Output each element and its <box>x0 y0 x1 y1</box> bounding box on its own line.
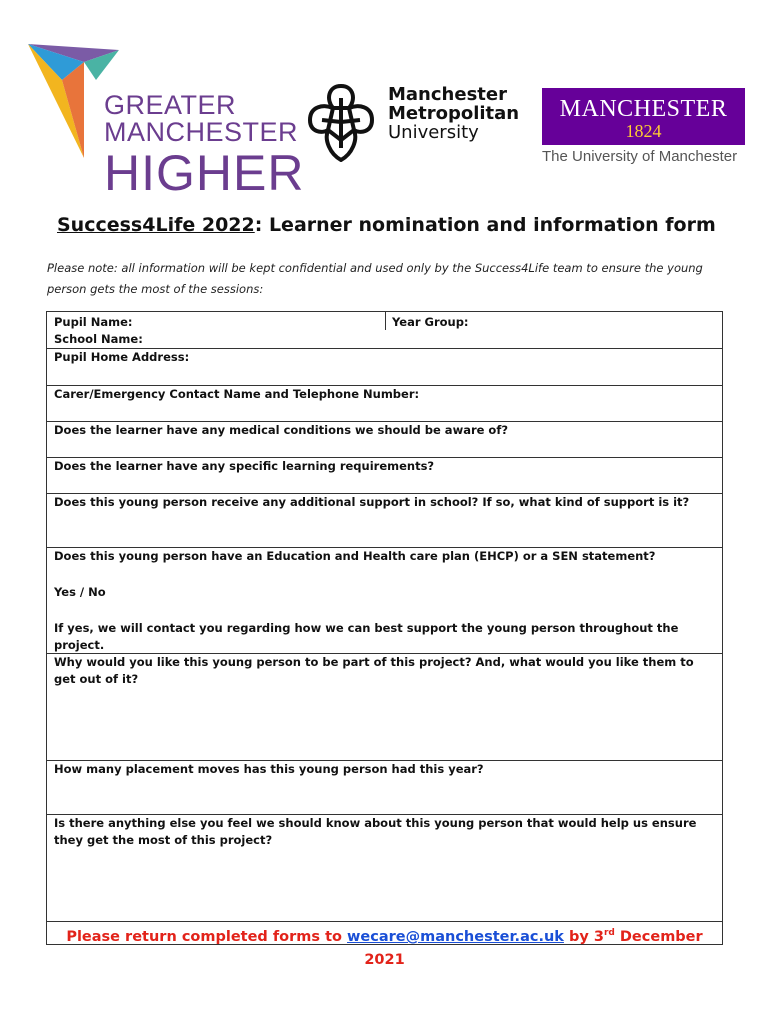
ehcp-yes-no[interactable]: Yes / No <box>54 585 106 599</box>
confidentiality-note: Please note: all information will be kept confidential and used only by the Success4Life team to ensure the young person gets the most of the sessions: <box>47 261 703 296</box>
gmh-line-greater: GREATER <box>104 90 237 120</box>
greater-manchester-higher-logo <box>24 40 305 201</box>
mmu-line-manchester: Manchester <box>388 84 507 105</box>
university-of-manchester-logo <box>542 88 745 165</box>
medical-conditions-field[interactable]: Does the learner have any medical conditions we should be aware of? <box>47 421 722 457</box>
learning-requirements-field[interactable]: Does the learner have any specific learning requirements? <box>47 457 722 493</box>
mmu-knot-icon <box>302 82 380 164</box>
footer-ordinal: rd <box>603 928 615 938</box>
mmu-line-university: University <box>388 121 479 143</box>
gmh-line-higher: HIGHER <box>104 145 305 201</box>
return-instructions <box>47 921 722 968</box>
logo-bar <box>24 40 754 201</box>
footer-prefix: Please return completed forms to <box>66 929 348 945</box>
uom-wordmark: MANCHESTER <box>559 96 728 122</box>
gmh-line-manchester: MANCHESTER <box>104 117 299 147</box>
title-rest: : Learner nomination and information form <box>254 214 716 236</box>
footer-by: by 3 <box>563 929 604 945</box>
why-project-field[interactable]: Why would you like this young person to be part of this project? And, what would you like them to get out of it? <box>47 653 722 760</box>
uom-year: 1824 <box>625 121 662 141</box>
ehcp-field[interactable] <box>47 547 722 653</box>
ehcp-question: Does this young person have an Education and Health care plan (EHCP) or a SEN statement? <box>54 549 656 563</box>
uom-purple-block <box>542 88 745 145</box>
carer-contact-field[interactable]: Carer/Emergency Contact Name and Telephone Number: <box>47 385 722 421</box>
ehcp-contact-note: If yes, we will contact you regarding how we can best support the young person throughout the project. <box>54 621 679 652</box>
year-group-field[interactable]: Year Group: <box>392 315 469 329</box>
additional-support-field[interactable]: Does this young person receive any additional support in school? If so, what kind of support is it? <box>47 493 722 547</box>
row-pupil-name-year <box>47 312 722 330</box>
placement-moves-field[interactable]: How many placement moves has this young person had this year? <box>47 760 722 814</box>
page-title <box>57 214 716 236</box>
pupil-name-field[interactable]: Pupil Name: <box>47 312 386 330</box>
email-link[interactable]: wecare@manchester.ac.uk <box>347 929 564 945</box>
home-address-field[interactable]: Pupil Home Address: <box>47 348 722 385</box>
footer-suffix: December 2021 <box>364 929 703 968</box>
mmu-line-metropolitan: Metropolitan <box>388 102 520 124</box>
uom-subtitle: The University of Manchester <box>542 148 738 165</box>
nomination-form-table <box>46 311 723 968</box>
mmu-logo <box>302 82 532 172</box>
school-name-field[interactable]: School Name: <box>54 332 143 346</box>
anything-else-field[interactable]: Is there anything else you feel we should know about this young person that would help us ensure they get the most of this project? <box>47 814 722 921</box>
title-programme: Success4Life 2022 <box>57 214 255 236</box>
